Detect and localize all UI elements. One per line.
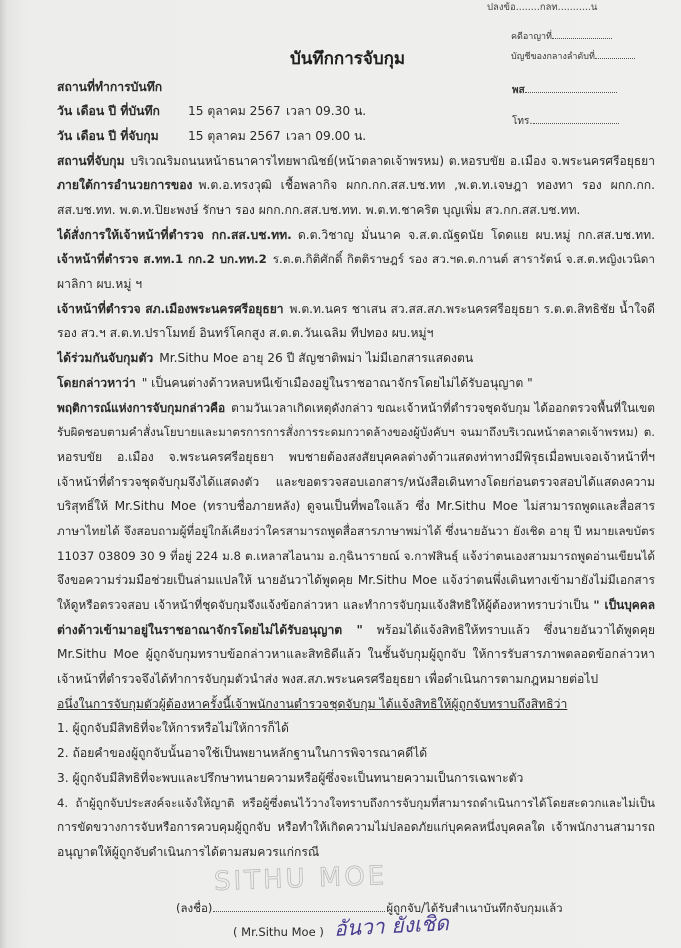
officers-tourist-text-cont: ผาลิกา ผบ.หมู่ ฯ <box>57 277 143 292</box>
circumstances-text: รับผิดชอบตามคำสั่งนโยบายและมาตรการการสั่งการระดมกวาดล้างของผู้บังคับฯ จนมาถึงบริเวณหน้าตลาดเจ้าพรหม) ต. <box>57 425 655 440</box>
charge-emphasis: " เป็นบุคคล <box>593 598 655 613</box>
arrest-place-label: สถานที่จับกุม <box>57 153 125 168</box>
right-text: อนุญาตให้ผู้ถูกจับดำเนินการได้ตามสมควรแก่กรณี <box>57 844 320 859</box>
case-number-label: คดีอาญาที่ <box>511 32 552 42</box>
circumstances-line-7 <box>57 544 655 569</box>
officer-label: พส <box>512 85 525 96</box>
ordered-officers-text: ด.ต.วิชาญ มั่นนาค จ.ส.ต.ณัฐดนัย โดดแย ผบ.หมู่ กก.สส.บช.ทท. <box>297 227 655 242</box>
charge-emphasis: ต่างด้าวเข้ามาอยู่ในราชอาณาจักรโดยไม่ได้รับอนุญาต " <box>57 622 363 637</box>
ordered-officers-line <box>57 223 655 248</box>
right-text: การขัดขวางการจับหรือการควบคุมผู้ถูกจับ หรือทำให้เกิดความไม่ปลอดภัยแก่บุคคลหนึ่งบุคคลใด เจ้าพนักงานสามารถ <box>57 820 655 835</box>
officers-local-text-cont: รอง สว.ฯ ส.ต.ท.ปราโมทย์ อินทร์โคกสูง ส.ต.ต.วันเฉลิม ทีปทอง ผบ.หมู่ฯ <box>57 326 434 341</box>
direction-text: พ.ต.อ.ทรงวุฒิ เชื้อพลากิจ ผกก.กก.สส.บช.ทท ,พ.ต.ท.เจษฎา ทองทา รอง ผกก.กก. <box>198 178 655 193</box>
circumstances-line-6 <box>57 519 655 544</box>
charge-line <box>57 371 655 396</box>
record-place-line <box>57 75 655 100</box>
case-number-field <box>511 29 612 43</box>
faded-handwritten-signature: SITHU MOE <box>213 860 388 898</box>
circumstances-text: ภาษาไทยได้ จึงสอบถามผู้ที่อยู่ใกล้เคียงว่าใครสามารถพูดสื่อสารภาษาพม่าได้ ซึ่งนายอันวา ยังเชิด อายุ ปี หมายเลขบัตร <box>57 523 655 538</box>
document-title: บันทึกการจับกุม <box>290 49 406 69</box>
circumstances-line-1 <box>57 396 655 421</box>
officers-tourist-label: เจ้าหน้าที่ตำรวจ ส.ทท.1 กก.2 บก.ทท.2 <box>57 252 267 267</box>
arrest-place-line <box>57 149 655 174</box>
circumstances-line-3 <box>57 445 655 470</box>
right-text: 4. ถ้าผู้ถูกจับประสงค์จะแจ้งให้ญาติ หรือผู้ซึ่งตนไว้วางใจทราบถึงการจับกุมที่สามารถดำเนินการได้โดยสะดวกและไม่เป็น <box>57 795 655 810</box>
direction-line-1 <box>57 173 655 198</box>
officers-local-label: เจ้าหน้าที่ตำรวจ สภ.เมืองพระนครศรีอยุธยา <box>57 301 284 316</box>
circumstances-text: เจ้าหน้าที่ตำรวจชุดจับกุมจึงได้แสดงตัว และขอตรวจสอบเอกสาร/หนังสือเดินทางโดยก่อนตรวจสอบได้แสดงความ <box>57 474 655 489</box>
right-item-1 <box>57 716 655 741</box>
record-date-line <box>57 99 655 124</box>
circumstances-line-2 <box>57 420 655 445</box>
signature-role: ผู้ถูกจับ/ได้รับสำเนาบันทึกจับกุมแล้ว <box>386 901 563 915</box>
right-text: 1. ผู้ถูกจับมีสิทธิที่จะให้การหรือไม่ให้การก็ได้ <box>57 721 289 736</box>
arrest-date-line <box>57 124 655 149</box>
charge-text: " เป็นคนต่างด้าวหลบหนีเข้าเมืองอยู่ในราชอาณาจักรโดยไม่ได้รับอนุญาต " <box>141 375 533 390</box>
arrested-person-label: ได้ร่วมกันจับกุมตัว <box>57 351 154 366</box>
officers-tourist-line-1 <box>57 247 655 272</box>
record-time-value: เวลา 09.30 น. <box>286 104 367 119</box>
right-item-4-line-2 <box>57 815 655 840</box>
right-text: 2. ถ้อยคำของผู้ถูกจับนั้นอาจใช้เป็นพยานหลักฐานในการพิจารณาคดีได้ <box>57 746 428 761</box>
officers-tourist-line-2 <box>57 272 655 297</box>
right-text: 3. ผู้ถูกจับมีสิทธิที่จะพบและปรึกษาทนายความหรือผู้ซึ่งจะเป็นทนายความเป็นการเฉพาะตัว <box>57 770 524 785</box>
arrest-date-value: 15 ตุลาคม 2567 <box>188 128 281 143</box>
ordered-officers-label: ได้สั่งการให้เจ้าหน้าที่ตำรวจ กก.สส.บช.ทท. <box>57 227 292 242</box>
officers-local-text: พ.ต.ท.นคร ชาเสน สว.สส.สภ.พระนครศรีอยุธยา ร.ต.ต.สิทธิชัย น้ำใจดี <box>289 301 655 316</box>
evidence-list-field <box>511 49 635 63</box>
record-place-label: สถานที่ทำการบันทึก <box>57 79 163 94</box>
circumstances-line-8 <box>57 568 655 593</box>
rights-intro: อนึ่งในการจับกุมตัวผู้ต้องหาครั้งนี้เจ้าพนักงานตำรวจชุดจับกุม ได้แจ้งสิทธิให้ผู้ถูกจับทราบถึงสิทธิว่า <box>57 696 568 711</box>
arrested-person-text: Mr.Sithu Moe อายุ 26 ปี สัญชาติพม่า ไม่มีเอกสารแสดงตน <box>159 351 474 366</box>
direction-label: ภายใต้การอำนวยการของ <box>57 178 193 193</box>
phone-label: โทร. <box>512 116 533 127</box>
arrest-time-value: เวลา 09.00 น. <box>286 128 367 143</box>
right-item-4-line-1 <box>57 791 655 816</box>
circumstances-line-11 <box>57 642 655 667</box>
rights-intro-line <box>57 692 655 717</box>
circumstances-line-12 <box>57 667 655 692</box>
circumstances-text: หอรบขัย อ.เมือง จ.พระนครศรีอยุธยา พบชายต้องสงสัยบุคคลต่างด้าวแสดงท่าทางมีพิรุธเมื่อพบเจอเจ้าหน้าที่ฯ <box>57 449 655 464</box>
circumstances-line-10 <box>57 618 655 643</box>
right-item-2 <box>57 741 655 766</box>
handwritten-name: อันวา ยังเชิด <box>333 911 450 941</box>
signature-label: (ลงชื่อ) <box>176 901 213 915</box>
officers-local-line-2 <box>57 321 655 346</box>
arrest-date-label: วัน เดือน ปี ที่จับกุม <box>57 128 159 143</box>
record-body <box>57 75 655 865</box>
circumstances-line-5 <box>57 494 655 519</box>
arrest-place-value: บริเวณริมถนนหน้าธนาคารไทยพาณิชย์(หน้าตลาดเจ้าพรหม) ต.หอรบขัย อ.เมือง จ.พระนครศรีอยุธยา <box>130 153 655 168</box>
circumstances-text: Mr.Sithu Moe ผู้ถูกจับกุมทราบข้อกล่าวหาและสิทธิดีแล้ว ในชั้นจับกุมผู้ถูกจับ ให้การรับสารภาพตลอดข้อกล่าวหา <box>57 647 655 662</box>
direction-text-cont: สส.บช.ทท. พ.ต.ท.ปิยะพงษ์ รักษา รอง ผกก.กก.สส.บช.ทท. พ.ต.ท.ชาคริต บุญเพิ่ม สว.กก.สส.บช.ทท. <box>57 203 581 218</box>
signer-name: ( Mr.Sithu Moe ) <box>233 925 324 939</box>
case-number-blank <box>552 30 612 39</box>
circumstances-text: 11037 03809 30 9 ที่อยู่ 224 ม.8 ต.เหลาสไอนาม อ.กุฉินารายณ์ จ.กาฬสินธุ์ แจ้งว่าตนเองสามมารถพูดอ่านเขียนได้ <box>57 548 655 563</box>
circumstances-text: เจ้าหน้าที่ตำรวจจึงได้ทำการจับกุมตัวนำส่ง พงส.สภ.พระนครศรีอยุธยา เพื่อดำเนินการตามกฎหมายต่อไป <box>57 672 599 687</box>
circumstances-label: พฤติการณ์แห่งการจับกุมกล่าวคือ <box>57 400 226 415</box>
right-item-3 <box>57 766 655 791</box>
circumstances-text: บริสุทธิ์ให้ Mr.Sithu Moe (ทราบชื่อภายหลัง) ดูจนเป็นที่พอใจแล้ว ซึ่ง Mr.Sithu Moe ไม่สามารถพูดและสื่อสาร <box>57 499 655 514</box>
circumstances-text: จึงขอความร่วมมือช่วยเป็นล่ามแปลให้ นายอันวาได้พูดคุย Mr.Sithu Moe แจ้งว่าตนพึ่งเดินทางเข้ามายังไม่มีเอกสาร <box>57 573 655 588</box>
signature-blank <box>213 901 385 912</box>
record-date-value: 15 ตุลาคม 2567 <box>188 104 281 119</box>
arrested-person-line <box>57 346 655 371</box>
circumstances-text: ให้ดูหรือตรวจสอบ เจ้าหน้าที่ชุดจับกุมจึงแจ้งข้อกล่าวหา และทำการจับกุมแจ้งสิทธิให้ผู้ต้องหาทราบว่าเป็น <box>57 598 589 613</box>
circumstances-text: ตามวันเวลาเกิดเหตุดังกล่าว ขณะเจ้าหน้าที่ตำรวจชุดจับกุม ได้ออกตรวจพื้นที่ในเขต <box>231 400 655 415</box>
record-date-label: วัน เดือน ปี ที่บันทึก <box>57 104 160 119</box>
circumstances-text: พร้อมได้แจ้งสิทธิให้ทราบแล้ว ซึ่งนายอันวาได้พูดคุย <box>376 622 655 637</box>
circumstances-line-4 <box>57 470 655 495</box>
direction-line-2 <box>57 198 655 223</box>
officers-tourist-text: ร.ต.ต.กิติศักดิ์ กิตติราษฎร์ รอง สว.ฯด.ต.กานต์ สารารัตน์ จ.ส.ต.หญิงเวนิดา <box>272 252 655 267</box>
evidence-list-blank <box>595 50 635 59</box>
evidence-list-label: บัญชีของกลางลำดับที่ <box>511 52 595 62</box>
officers-local-line-1 <box>57 297 655 322</box>
top-note: ปลงข้อ........กลท...........น <box>487 2 598 13</box>
circumstances-line-9 <box>57 593 655 618</box>
right-item-4-line-3 <box>57 840 655 865</box>
charge-label: โดยกล่าวหาว่า <box>57 375 136 390</box>
